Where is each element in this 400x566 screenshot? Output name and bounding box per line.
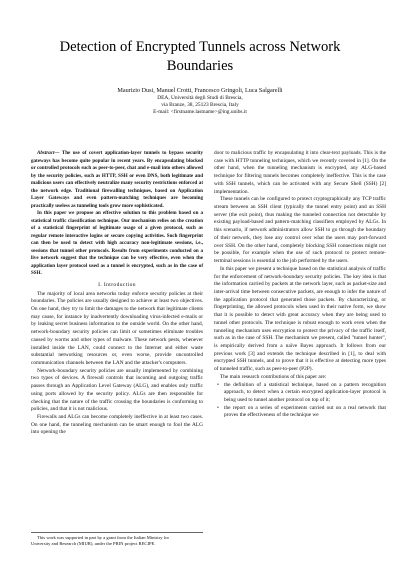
- contributions-list: [214, 382, 386, 421]
- footnote-line-1: This work was supported in part by a grant from the Italian Ministry for: [37, 535, 170, 540]
- right-paragraph-3: In this paper we present a technique based on the statistical analysis of traffic for the enforcement of network-boundary security policies. The key idea is that the information carried by packets at the network layer, such as packet-size and inter-arrival time between consecutive packets, are enough to infer the nature of the application protocol that generated those packets. By characterizing, or fingerprinting, the allowed protocols when used in their native form, we show that it is possible to detect with great accuracy when they are being used to tunnel other protocols. The technique is robust enough to work even when the tunneling mechanism uses encryption to protect the privacy of the traffic itself, such as in the case of SSH. The mechanism we present, called "tunnel hunter", is empirically derived from a naïve Bayes approach. It follows from our previous work [3] and extends the technique described in [1], to deal with encrypted SSH tunnels, and to prove that it is effective at detecting more types of tunneled traffic, such as peer-to-peer (P2P).: [214, 265, 386, 373]
- right-paragraph-1: door to malicious traffic by encapsulating it into clear-text payloads. This is the case with HTTP tunneling techniques, which we recently covered in [1]. On the other hand, when the tunneling mechanism is encrypted, any ALG-based technique for filtering tunnels becomes completely ineffective. This is the case with SSH tunnels, which can be activated with any Secure Shell (SSH) [2] implementation.: [214, 150, 386, 195]
- author-address: via Branze, 38, 25123 Brescia, Italy: [161, 102, 239, 108]
- title-line-1: Detection of Encrypted Tunnels across Network: [59, 39, 341, 55]
- intro-paragraph-3: Firewalls and ALGs can become completely ineffective in at least two cases. On one hand, the tunneling mechanism can be smart enough to fool the ALG into opening the: [31, 414, 203, 436]
- author-block: [20, 86, 380, 116]
- list-item: • the report on a series of experiments carried out on a real network that proves the effectiveness of the technique we: [214, 405, 386, 420]
- right-paragraph-2: These tunnels can be configured to protect cryptographically any TCP traffic stream between an SSH client (typically the tunnel entry point) and an SSH server (the exit point), thus making the tunneled connection not detectable by existing payload-based and pattern-matching classifiers employed by ALGs. In this scenario, if network administrators allow SSH to go through the boundary of their network, they lose any control over what the users may port-forward over SSH. On the other hand, completely blocking SSH connections might not be possible, for example when the use of such protocol to protect remote-terminal sessions is essential to the job performed by the users.: [214, 196, 386, 265]
- right-column: [214, 150, 386, 420]
- abstract-paragraph-1: [31, 150, 203, 210]
- title-line-2: Boundaries: [166, 58, 234, 74]
- left-column: [31, 150, 203, 437]
- right-paragraph-4: The main research contributions of this paper are:: [220, 373, 327, 380]
- intro-paragraph-1: The majority of local area networks today enforce security policies at their boundaries. The policies are usually designed to achieve at least two objectives. On one hand, they try to limit the damages to the network that legitimate clients may cause, for instance by inadvertently downloading virus-infected e-mails or by leaking secret business information to the outside world. On the other hand, network-boundary security policies can limit or sometimes eliminate troubles caused by worms and other types of malware. These network pests, whenever installed inside the LAN, could connect to the Internet and either waste substantial networking resources or, even worse, provide uncontrolled communication channels between the LAN and the attacker's computers.: [31, 290, 203, 366]
- author-affiliation: DEA, Università degli Studi di Brescia,: [157, 95, 243, 101]
- author-email: E-mail: <firstname.lastname>@ing.unibs.it: [153, 109, 247, 115]
- list-item: • the definition of a statistical technique, based on a pattern recognition approach, to detect when a certain encrypted application-layer protocol is being used to tunnel another protocol on top of it;: [214, 382, 386, 405]
- abstract-lead: Abstract: [37, 150, 55, 156]
- abstract-paragraph-2: In this paper we propose an effective solution to this problem based on a statistical traffic classification technique. Our mechanism relies on the creation of a statistical fingerprint of legitimate usage of a given protocol, such as regular remote interactive logins or secure copying activities. Such fingerprint can then be used to detect with high accuracy non-legitimate sessions, i.e., sessions that tunnel other protocols. Results from experiments conducted on a live network suggest that the technique can be very effective, even when the application layer protocol used as a tunnel is encrypted, such as in the case of SSH.: [31, 210, 203, 276]
- footnote-line-2: University and Research (MIUR), under the PRIN project RECIPE.: [31, 541, 156, 546]
- footnote: [31, 532, 203, 547]
- section-heading-introduction: I. Introduction: [98, 281, 136, 288]
- author-names: Maurizio Dusi, Manuel Crotti, Francesco Gringoli, Luca Salgarelli: [117, 87, 283, 94]
- intro-paragraph-2: Network-boundary security policies are usually implemented by combining two types of devices. A firewall controls that incoming and outgoing traffic passes through an Application Level Gateway (ALG), and enables only traffic using ports allowed by the security policy. ALGs are then responsible for checking that the nature of the traffic crossing the boundaries is conforming to policies, and that it is not malicious.: [31, 367, 203, 413]
- abstract-text-1: — The use of covert application-layer tunnels to bypass security gateways has become quite popular in recent years. By encapsulating blocked or controlled protocols such as peer-to-peer, chat and e-mail into others allowed by the security policies, such as HTTP, SSH or even DNS, both legitimate and malicious users can effectively neutralize many security restrictions enforced at the network edge. Traditional firewalling techniques, based on Application Layer Gateways and even pattern-matching techniques are becoming practically useless as tunneling tools grow more sophisticated.: [31, 150, 203, 209]
- paper-title: [20, 38, 380, 76]
